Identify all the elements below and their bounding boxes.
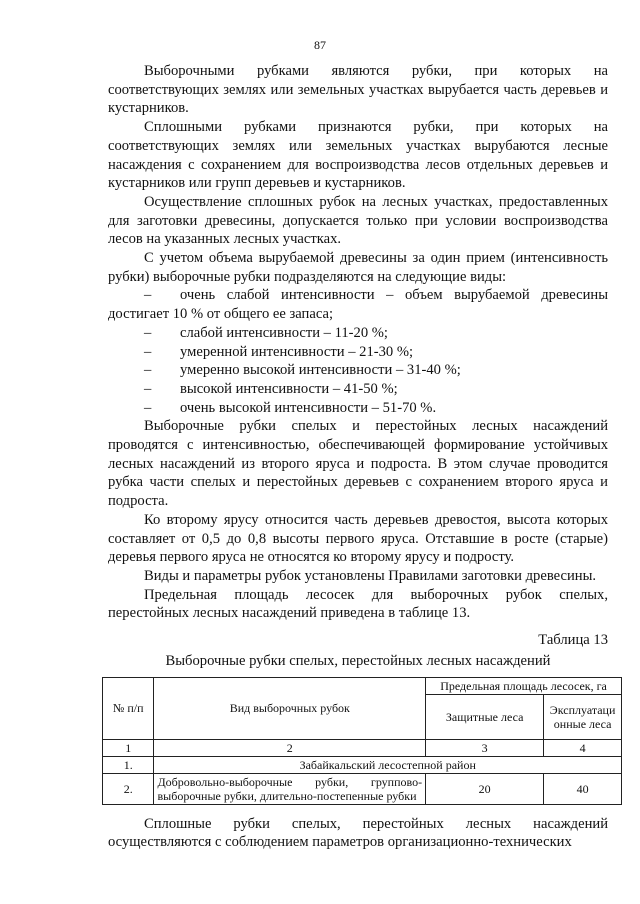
table-header-row xyxy=(103,677,622,694)
table-row xyxy=(103,773,622,804)
row-type: Добровольно-выборочные рубки, группово-выборочные рубки, длительно-постепенные рубки xyxy=(154,773,426,804)
list-dash: – xyxy=(144,287,152,304)
section-name: Забайкальский лесостепной район xyxy=(154,756,622,773)
header-type: Вид выборочных рубок xyxy=(154,677,426,739)
paragraph-selective-mature: Выборочные рубки спелых и перестойных лесных насаждений проводятся с интенсивностью, обеспечивающей формирование устойчивых лесных насаждений из второго яруса и подроста. В этом случае проводится рубка части спелых и перестойных деревьев с сохранением второго яруса и подроста. xyxy=(108,418,608,510)
paragraph-clear-cut-conditions: Осуществление сплошных рубок на лесных участках, предоставленных для заготовки древесины, допускается только при условии воспроизводства лесов на указанных лесных участках. xyxy=(108,193,608,248)
paragraph-second-tier: Ко второму ярусу относится часть деревьев древостоя, высота которых составляет от 0,5 до 0,8 высоты первого яруса. Отставшие в росте (старые) деревья первого яруса не относятся ко второму ярусу и подросту. xyxy=(108,511,608,566)
list-item: – слабой интенсивности – 11-20 %; xyxy=(144,324,388,341)
table-label: Таблица 13 xyxy=(538,632,608,649)
header-exploitation: Эксплуатаци онные леса xyxy=(544,694,622,739)
section-num: 1. xyxy=(103,756,154,773)
list-item: – умеренно высокой интенсивности – 31-40 %; xyxy=(144,362,461,379)
paragraph-clear-cut-definition: Сплошными рубками признаются рубки, при которых на соответствующих землях или земельных участках вырубаются лесные насаждения с сохранением для воспроизводства лесов отдельных деревьев и кустарников или групп деревьев и кустарников. xyxy=(108,119,608,192)
table-section-row xyxy=(103,756,622,773)
list-item: – умеренной интенсивности – 21-30 %; xyxy=(144,343,414,360)
intensity-list xyxy=(108,286,608,417)
paragraph-intensity-intro: С учетом объема вырубаемой древесины за один прием (интенсивность рубки) выборочные рубки подразделяются на следующие виды: xyxy=(108,250,608,285)
column-number: 4 xyxy=(544,739,622,756)
document-body xyxy=(108,62,616,852)
row-exploitation: 40 xyxy=(544,773,622,804)
paragraph-rules-reference: Виды и параметры рубок установлены Правилами заготовки древесины. xyxy=(144,567,597,584)
cutting-area-table xyxy=(102,677,622,805)
column-number: 1 xyxy=(103,739,154,756)
header-area-group: Предельная площадь лесосек, га xyxy=(426,677,622,694)
paragraph-table-reference: Предельная площадь лесосек для выборочных рубок спелых, перестойных лесных насаждений приведена в таблице 13. xyxy=(108,586,608,622)
column-number: 3 xyxy=(426,739,544,756)
table-column-numbers-row xyxy=(103,739,622,756)
list-dash: – xyxy=(144,399,152,416)
list-dash: – xyxy=(144,343,152,360)
row-protective: 20 xyxy=(426,773,544,804)
header-protective: Защитные леса xyxy=(426,694,544,739)
list-dash: – xyxy=(144,324,152,341)
list-dash: – xyxy=(144,362,152,379)
header-num: № п/п xyxy=(103,677,154,739)
list-dash: – xyxy=(144,380,152,397)
paragraph-selective-definition: Выборочными рубками являются рубки, при которых на соответствующих землях или земельных участках вырубается часть деревьев и кустарников. xyxy=(108,63,608,117)
list-item: – очень высокой интенсивности – 51-70 %. xyxy=(144,399,437,416)
column-number: 2 xyxy=(154,739,426,756)
table-title: Выборочные рубки спелых, перестойных лесных насаждений xyxy=(165,652,551,669)
row-num: 2. xyxy=(103,773,154,804)
list-item: – очень слабой интенсивности – объем вырубаемой древесины достигает 10 % от общего ее запаса; xyxy=(108,287,608,323)
list-item: – высокой интенсивности – 41-50 %; xyxy=(144,380,398,397)
page-number: 87 xyxy=(314,38,326,52)
paragraph-clear-cut-parameters: Сплошные рубки спелых, перестойных лесных насаждений осуществляются с соблюдением параметров организационно-технических xyxy=(108,815,608,851)
